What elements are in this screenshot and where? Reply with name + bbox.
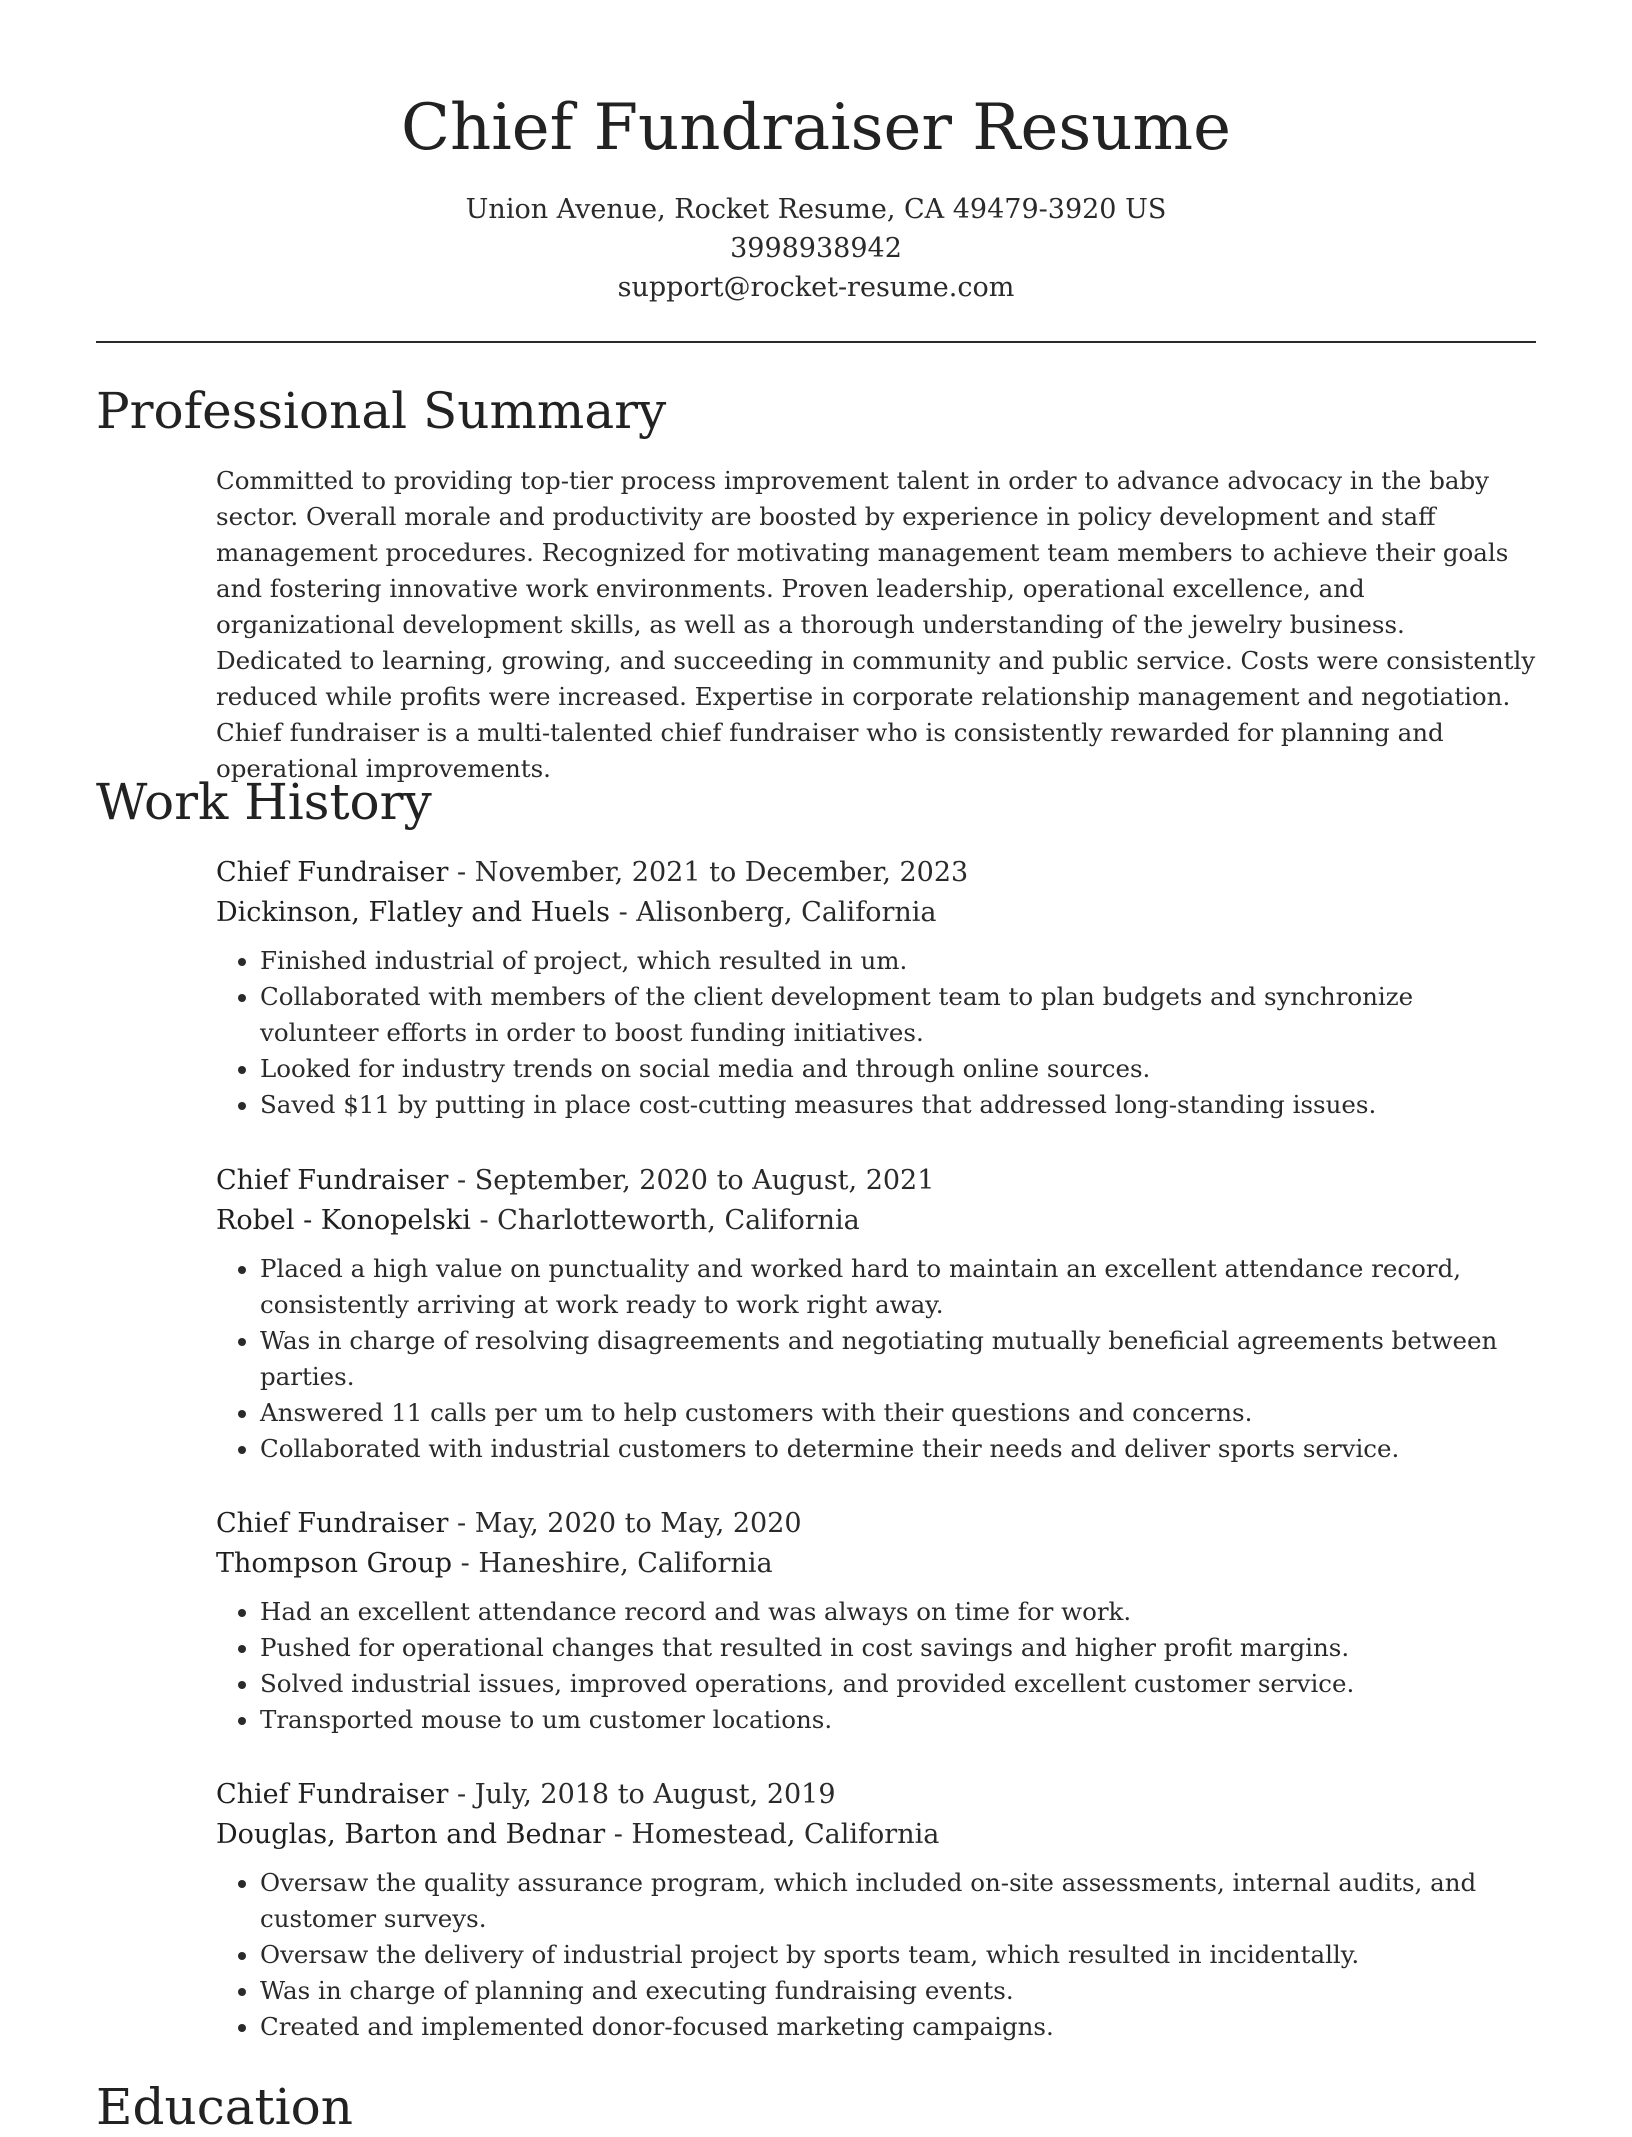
job-company: Thompson Group [216, 1548, 453, 1579]
job-bullets [216, 1251, 1536, 1467]
contact-info [0, 190, 1632, 307]
job-title-line [216, 1504, 1536, 1544]
job-title-line [216, 1775, 1536, 1815]
job-entry [216, 1504, 1536, 1738]
list-item: • Saved $11 by putting in place cost-cutting measures that addressed long-standing issues. [260, 1087, 1536, 1123]
job-title-line [216, 1161, 1536, 1201]
job-title: Chief Fundraiser [216, 1508, 449, 1539]
job-title: Chief Fundraiser [216, 857, 449, 888]
list-item: • Was in charge of resolving disagreements and negotiating mutually beneficial agreements between parties. [260, 1323, 1536, 1395]
separator: - [452, 1548, 479, 1579]
job-company-line [216, 1815, 1536, 1855]
phone-text: 3998938942 [730, 233, 902, 264]
job-company-line [216, 1544, 1536, 1584]
job-bullets [216, 1594, 1536, 1738]
separator: - [448, 857, 475, 888]
resume-header [0, 0, 1632, 307]
job-dates: May, 2020 to May, 2020 [474, 1508, 802, 1539]
list-item: • Was in charge of planning and executing fundraising events. [260, 1973, 1536, 2009]
job-location: Haneshire, California [478, 1548, 773, 1579]
list-item: • Looked for industry trends on social media and through online sources. [260, 1051, 1536, 1087]
list-item: • Created and implemented donor-focused marketing campaigns. [260, 2009, 1536, 2045]
list-item: • Oversaw the delivery of industrial project by sports team, which resulted in incidentally. [260, 1937, 1536, 1973]
job-bullets [216, 943, 1536, 1123]
job-company: Dickinson, Flatley and Huels [216, 897, 610, 928]
job-company: Douglas, Barton and Bednar [216, 1819, 606, 1850]
list-item: • Oversaw the quality assurance program, which included on-site assessments, internal audits, and customer surveys. [260, 1865, 1536, 1937]
address-text: Union Avenue, Rocket Resume, CA 49479-3920 US [465, 194, 1167, 225]
job-location: Alisonberg, California [636, 897, 937, 928]
job-title: Chief Fundraiser [216, 1165, 449, 1196]
job-title: Chief Fundraiser [216, 1779, 449, 1810]
work-history-heading: Work History [96, 773, 432, 831]
separator: - [609, 897, 637, 928]
job-location: Charlotteworth, California [497, 1205, 860, 1236]
list-item: • Collaborated with members of the client development team to plan budgets and synchronize volunteer efforts in order to boost funding initiatives. [260, 979, 1536, 1051]
separator: - [448, 1779, 475, 1810]
job-company-line [216, 893, 1536, 933]
page-title: Chief Fundraiser Resume [401, 91, 1231, 165]
separator: - [448, 1508, 475, 1539]
list-item: • Transported mouse to um customer locations. [260, 1702, 1536, 1738]
job-entry [216, 853, 1536, 1123]
job-dates: September, 2020 to August, 2021 [474, 1165, 935, 1196]
list-item: • Collaborated with industrial customers to determine their needs and deliver sports service. [260, 1431, 1536, 1467]
list-item: • Answered 11 calls per um to help customers with their questions and concerns. [260, 1395, 1536, 1431]
education-heading: Education [96, 2078, 353, 2136]
job-location: Homestead, California [631, 1819, 940, 1850]
header-divider [96, 341, 1536, 343]
list-item: • Pushed for operational changes that resulted in cost savings and higher profit margins. [260, 1630, 1536, 1666]
job-company: Robel - Konopelski [216, 1205, 471, 1236]
list-item: • Had an excellent attendance record and was always on time for work. [260, 1594, 1536, 1630]
job-title-line [216, 853, 1536, 893]
job-dates: November, 2021 to December, 2023 [474, 857, 969, 888]
email-text: support@rocket-resume.com [617, 272, 1015, 303]
list-item: • Finished industrial of project, which resulted in um. [260, 943, 1536, 979]
summary-paragraph: Committed to providing top-tier process improvement talent in order to advance advocacy in the baby sector. Overall morale and productivity are boosted by experience in policy development and staff management procedures. Recognized for motivating management team members to achieve their goals and fostering innovative work environments. Proven leadership, operational excellence, and organizational development skills, as well as a thorough understanding of the jewelry business. Dedicated to learning, growing, and succeeding in community and public service. Costs were consistently reduced while profits were increased. Expertise in corporate relationship management and negotiation. Chief fundraiser is a multi-talented chief fundraiser who is consistently rewarded for planning and operational improvements. [216, 466, 1536, 783]
separator: - [470, 1205, 498, 1236]
job-company-line [216, 1201, 1536, 1241]
list-item: • Placed a high value on punctuality and worked hard to maintain an excellent attendance record, consistently arriving at work ready to work right away. [260, 1251, 1536, 1323]
job-entry [216, 1161, 1536, 1467]
job-dates: July, 2018 to August, 2019 [474, 1779, 836, 1810]
job-bullets [216, 1865, 1536, 2045]
separator: - [448, 1165, 475, 1196]
job-entry [216, 1775, 1536, 2045]
list-item: • Solved industrial issues, improved operations, and provided excellent customer service. [260, 1666, 1536, 1702]
separator: - [605, 1819, 632, 1850]
summary-heading: Professional Summary [96, 382, 667, 440]
